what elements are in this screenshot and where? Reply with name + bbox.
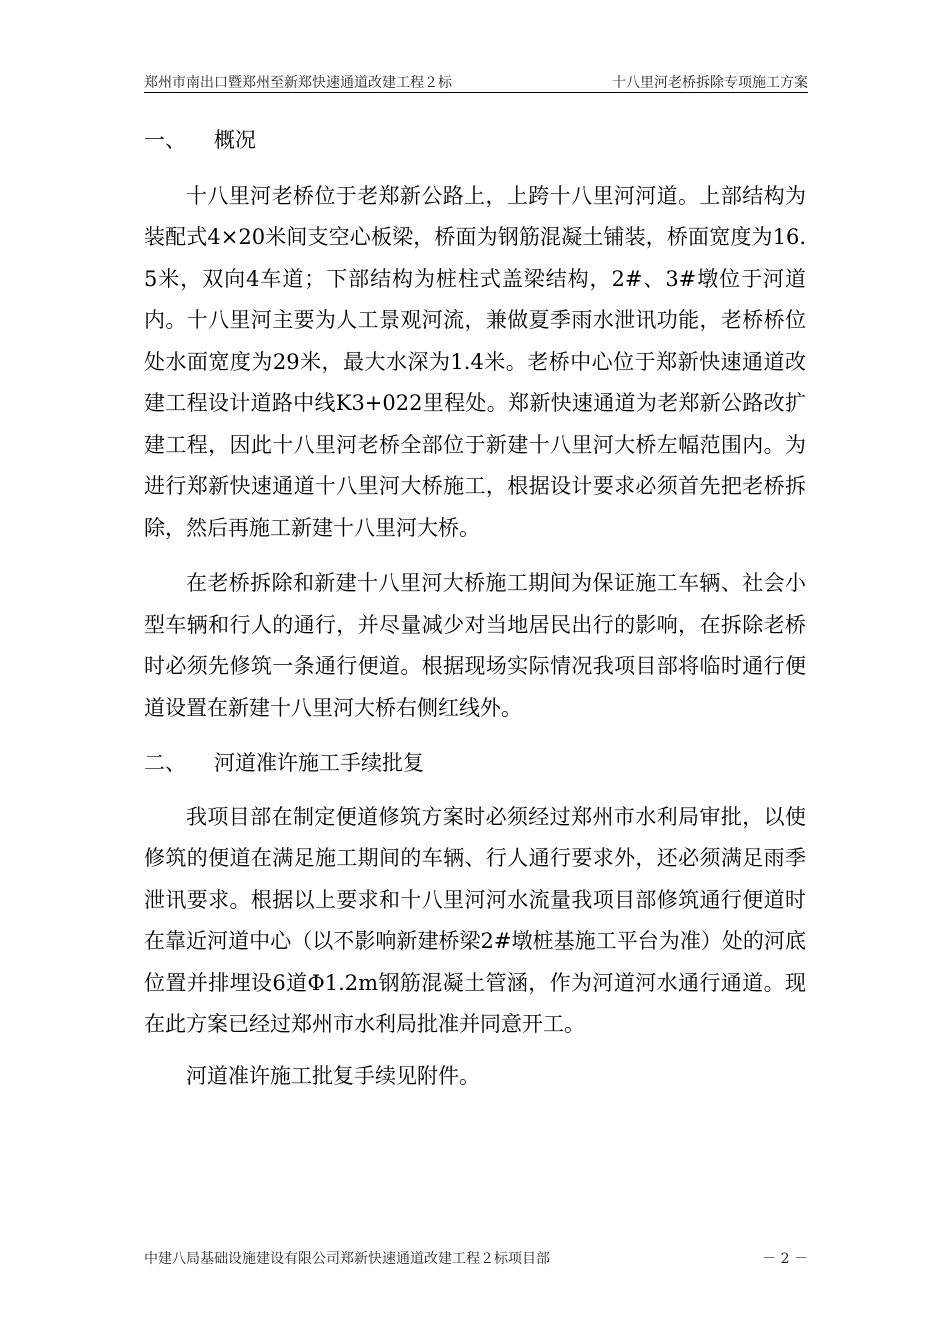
paragraph: 我项目部在制定便道修筑方案时必须经过郑州市水利局审批，以使修筑的便道在满足施工期间的车辆、行人通行要求外，还必须满足雨季泄讯要求。根据以上要求和十八里河河水流量我项目部修筑通行便道时在靠近河道中心（以不影响新建桥梁2#墩桩基施工平台为准）处的河底位置并排埋设6道Φ1.2m钢筋混凝土管涵，作为河道河水通行通道。现在此方案已经过郑州市水利局批准并同意开工。 <box>144 804 806 1036</box>
page-header <box>144 66 808 93</box>
section-title: 河道准许施工手续批复 <box>214 751 424 775</box>
section-number: 一、 <box>144 128 186 152</box>
footer-company: 中建八局基础设施建设有限公司郑新快速通道改建工程２标项目部 <box>144 1251 550 1267</box>
section-number: 二、 <box>144 751 186 775</box>
document-body <box>144 120 806 1097</box>
paragraph: 十八里河老桥位于老郑新公路上，上跨十八里河河道。上部结构为装配式4×20米间支空心板梁，桥面为钢筋混凝土铺装，桥面宽度为16.5米，双向4车道；下部结构为桩柱式盖梁结构，2#、3#墩位于河道内。十八里河主要为人工景观河流，兼做夏季雨水泄讯功能，老桥桥位处水面宽度为29米，最大水深为1.4米。老桥中心位于郑新快速通道改建工程设计道路中线K3+022里程处。郑新快速通道为老郑新公路改扩建工程，因此十八里河老桥全部位于新建十八里河大桥左幅范围内。为进行郑新快速通道十八里河大桥施工，根据设计要求必须首先把老桥拆除，然后再施工新建十八里河大桥。 <box>144 183 806 540</box>
section-heading-approval <box>144 743 806 785</box>
paragraph: 在老桥拆除和新建十八里河大桥施工期间为保证施工车辆、社会小型车辆和行人的通行，并尽量减少对当地居民出行的影响，在拆除老桥时必须先修筑一条通行便道。根据现场实际情况我项目部将临时通行便道设置在新建十八里河大桥右侧红线外。 <box>144 571 806 720</box>
page-number: － 2 － <box>762 1251 808 1267</box>
header-project-title: 郑州市南出口暨郑州至新郑快速通道改建工程２标 <box>144 75 452 91</box>
section-heading-overview <box>144 120 806 162</box>
paragraph: 河道准许施工批复手续见附件。 <box>186 1063 480 1088</box>
section-title: 概况 <box>214 128 256 152</box>
header-document-title: 十八里河老桥拆除专项施工方案 <box>612 75 808 91</box>
